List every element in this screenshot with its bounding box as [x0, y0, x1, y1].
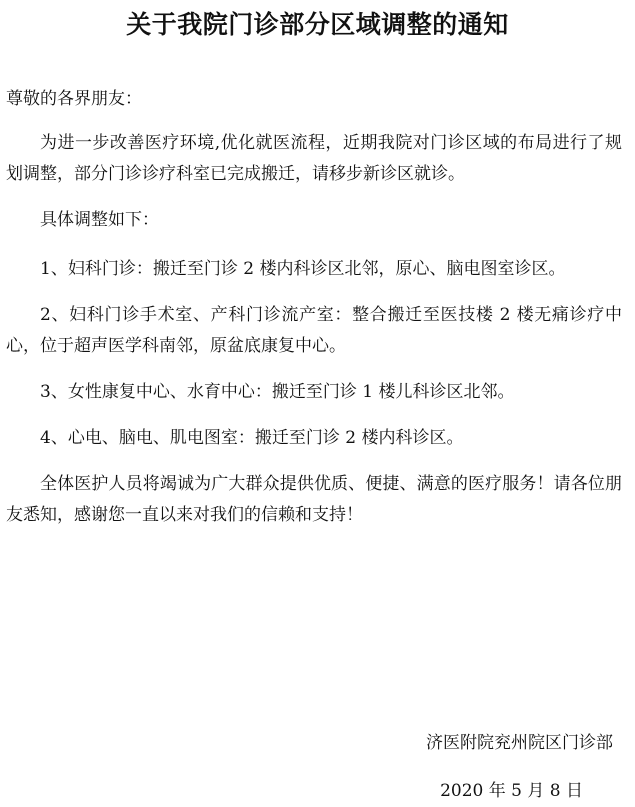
adjustment-item-1: 1、妇科门诊：搬迁至门诊 2 楼内科诊区北邻，原心、脑电图室诊区。 [40, 259, 566, 279]
adjustment-item-4: 4、心电、脑电、肌电图室：搬迁至门诊 2 楼内科诊区。 [40, 428, 464, 448]
intro-paragraph: 为进一步改善医疗环境,优化就医流程，近期我院对门诊区域的布局进行了规划调整，部分门诊诊疗科室已完成搬迁，请移步新诊区就诊。 [6, 133, 622, 184]
adjustment-item-2: 2、妇科门诊手术室、产科门诊流产室：整合搬迁至医技楼 2 楼无痛诊疗中心，位于超声医学科南邻，原盆底康复中心。 [6, 305, 622, 356]
notice-body [6, 84, 622, 546]
greeting: 尊敬的各界朋友： [6, 89, 142, 109]
issue-date: 2020 年 5 月 8 日 [440, 781, 583, 801]
signature: 济医附院兖州院区门诊部 [426, 733, 613, 753]
closing-paragraph: 全体医护人员将竭诚为广大群众提供优质、便捷、满意的医疗服务！请各位朋友悉知，感谢您一直以来对我们的信赖和支持！ [6, 474, 622, 525]
adjustment-item-3: 3、女性康复中心、水育中心：搬迁至门诊 1 楼儿科诊区北邻。 [40, 382, 515, 402]
adjustment-heading: 具体调整如下： [40, 210, 159, 230]
notice-title: 关于我院门诊部分区域调整的通知 [126, 10, 509, 39]
